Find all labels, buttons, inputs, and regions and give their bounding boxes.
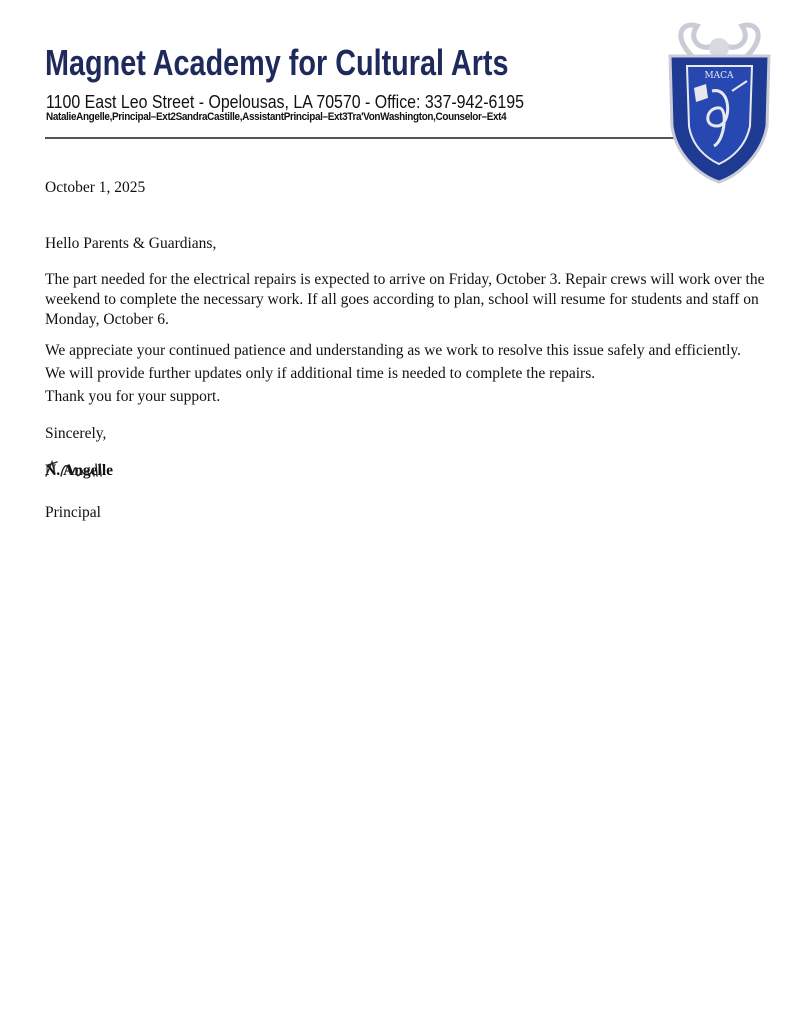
header-divider <box>45 137 680 139</box>
letter-paragraph-2: We appreciate your continued patience and understanding as we work to resolve this issue safely and efficiently. <box>45 342 742 359</box>
letter-closing: Sincerely, <box>45 425 107 442</box>
letter-date: October 1, 2025 <box>45 179 146 196</box>
letter-paragraph-3: We will provide further updates only if additional time is needed to complete the repairs. <box>45 365 596 382</box>
handwritten-signature <box>43 456 113 482</box>
school-crest-logo <box>662 16 777 184</box>
staff-contacts: NatalieAngelle,Principal–Ext2SandraCastille,AssistantPrincipal–Ext3Tra'VonWashington,Counselor–Ext4 <box>46 111 507 123</box>
logo-text: MACA <box>704 71 734 81</box>
letter-paragraph-4: Thank you for your support. <box>45 388 221 405</box>
signature-name: N. Angelle <box>45 462 114 479</box>
school-address: 1100 East Leo Street - Opelousas, LA 70570 - Office: 337-942-6195 <box>46 91 524 112</box>
school-name: Magnet Academy for Cultural Arts <box>45 42 509 83</box>
signer-title: Principal <box>45 504 101 521</box>
letter-paragraph-1: The part needed for the electrical repairs is expected to arrive on Friday, October 3. Repair crews will work over the weekend to complete the necessary work. If all goes according to plan, school will resume for students and staff on Monday, October 6. <box>45 271 765 328</box>
letter-greeting: Hello Parents & Guardians, <box>45 235 217 252</box>
